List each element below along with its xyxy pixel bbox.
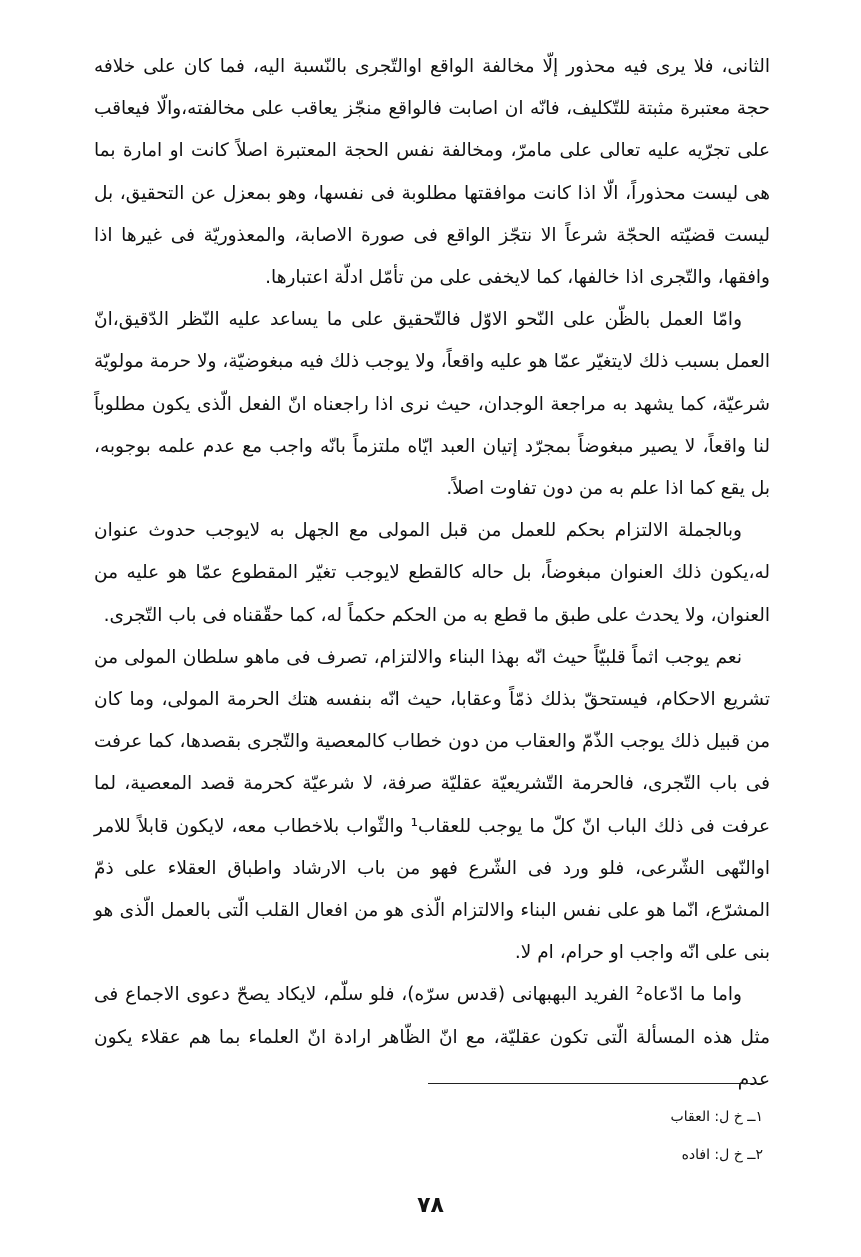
paragraph: واما ما ادّعاه² الفريد البهبهانى (قدس سرّه)، فلو سلّم، لايكاد يصحّ دعوى الاجماع فى مثل هذه المسألة الّتى تكون عقليّة، مع انّ الظّاهر ارادة انّ العلماء بما هم عقلاء يكون عدم xyxy=(94,984,770,1090)
main-text xyxy=(94,46,770,1101)
footnote: ١ــ خ ل: العقاب xyxy=(670,1109,763,1125)
footnotes xyxy=(363,1098,763,1174)
footnote-divider xyxy=(428,1083,764,1084)
paragraph: وامّا العمل بالظّن على النّحو الاوّل فالتّحقيق على ما يساعد عليه النّظر الدّقيق،انّ العمل بسبب ذلك لايتغيّر عمّا هو عليه واقعاً، ولا يوجب ذلك فيه مبغوضيّة، ولا حرمة مولويّة شرعيّة، كما يشهد به مراجعة الوجدان، حيث نرى اذا راجعناه انّ الفعل الّذى يكون مطلوباً لنا واقعاً، لا يصير مبغوضاً بمجرّد إتيان العبد ايّاه ملتزماً بانّه واجب مع عدم علمه بوجوبه، بل يقع كما اذا علم به من دون تفاوت اصلاً. xyxy=(94,309,770,500)
paragraph: الثانى، فلا يرى فيه محذور إلّا مخالفة الواقع اوالتّجرى بالنّسبة اليه، فما كان على خلافه حجة معتبرة مثبتة للتّكليف، فانّه ان اصابت فالواقع منجّز يعاقب على مخالفته،والّا فيعاقب على تجرّيه عليه تعالى على مامرّ، ومخالفة نفس الحجة المعتبرة اصلاً كانت او امارة بما هى ليست محذوراً، الّا اذا كانت موافقتها مطلوبة فى نفسها، وهو بمعزل عن التحقيق، بل ليست قضيّته الحجّة شرعاً الا نتجّز الواقع فى صورة الاصابة، والمعذوريّة فى غيرها اذا وافقها، والتّجرى اذا خالفها، كما لايخفى على من تأمّل ادلّة اعتبارها. xyxy=(94,56,770,289)
paragraph: وبالجملة الالتزام بحكم للعمل من قبل المولى مع الجهل به لايوجب حدوث عنوان له،يكون ذلك العنوان مبغوضاً، بل حاله كالقطع لايوجب تغيّر المقطوع عمّا هو عليه من العنوان، ولا يحدث على طبق ما قطع به من الحكم حكماً له، كما حقّقناه فى باب التّجرى. xyxy=(94,520,770,626)
paragraph: نعم يوجب اثماً قلبيّاً حيث انّه بهذا البناء والالتزام، تصرف فى ماهو سلطان المولى من تشريع الاحكام، فيستحقّ بذلك ذمّاً وعقابا، حيث انّه بنفسه هتك الحرمة المولى، وما كان من قبيل ذلك يوجب الذّمّ والعقاب من دون خطاب كالمعصية والتّجرى بقصدها، كما عرفت فى باب التّجرى، فالحرمة التّشريعيّة عقليّة صرفة، لا شرعيّة كحرمة قصد المعصية، لما عرفت فى ذلك الباب انّ كلّ ما يوجب للعقاب¹ والثّواب بلاخطاب معه، لايكون قابلاً للامر اوالنّهى الشّرعى، فلو ورد فى الشّرع فهو من باب الارشاد واطباق العقلاء على ذمّ المشرّع، انّما هو على نفس البناء والالتزام الّذى هو من افعال القلب الّتى بالعمل الّذى هو بنى على انّه واجب او حرام، ام لا. xyxy=(94,646,770,964)
footnote: ٢ــ خ ل: افاده xyxy=(681,1147,763,1163)
page-number: ٧٨ xyxy=(417,1193,444,1218)
